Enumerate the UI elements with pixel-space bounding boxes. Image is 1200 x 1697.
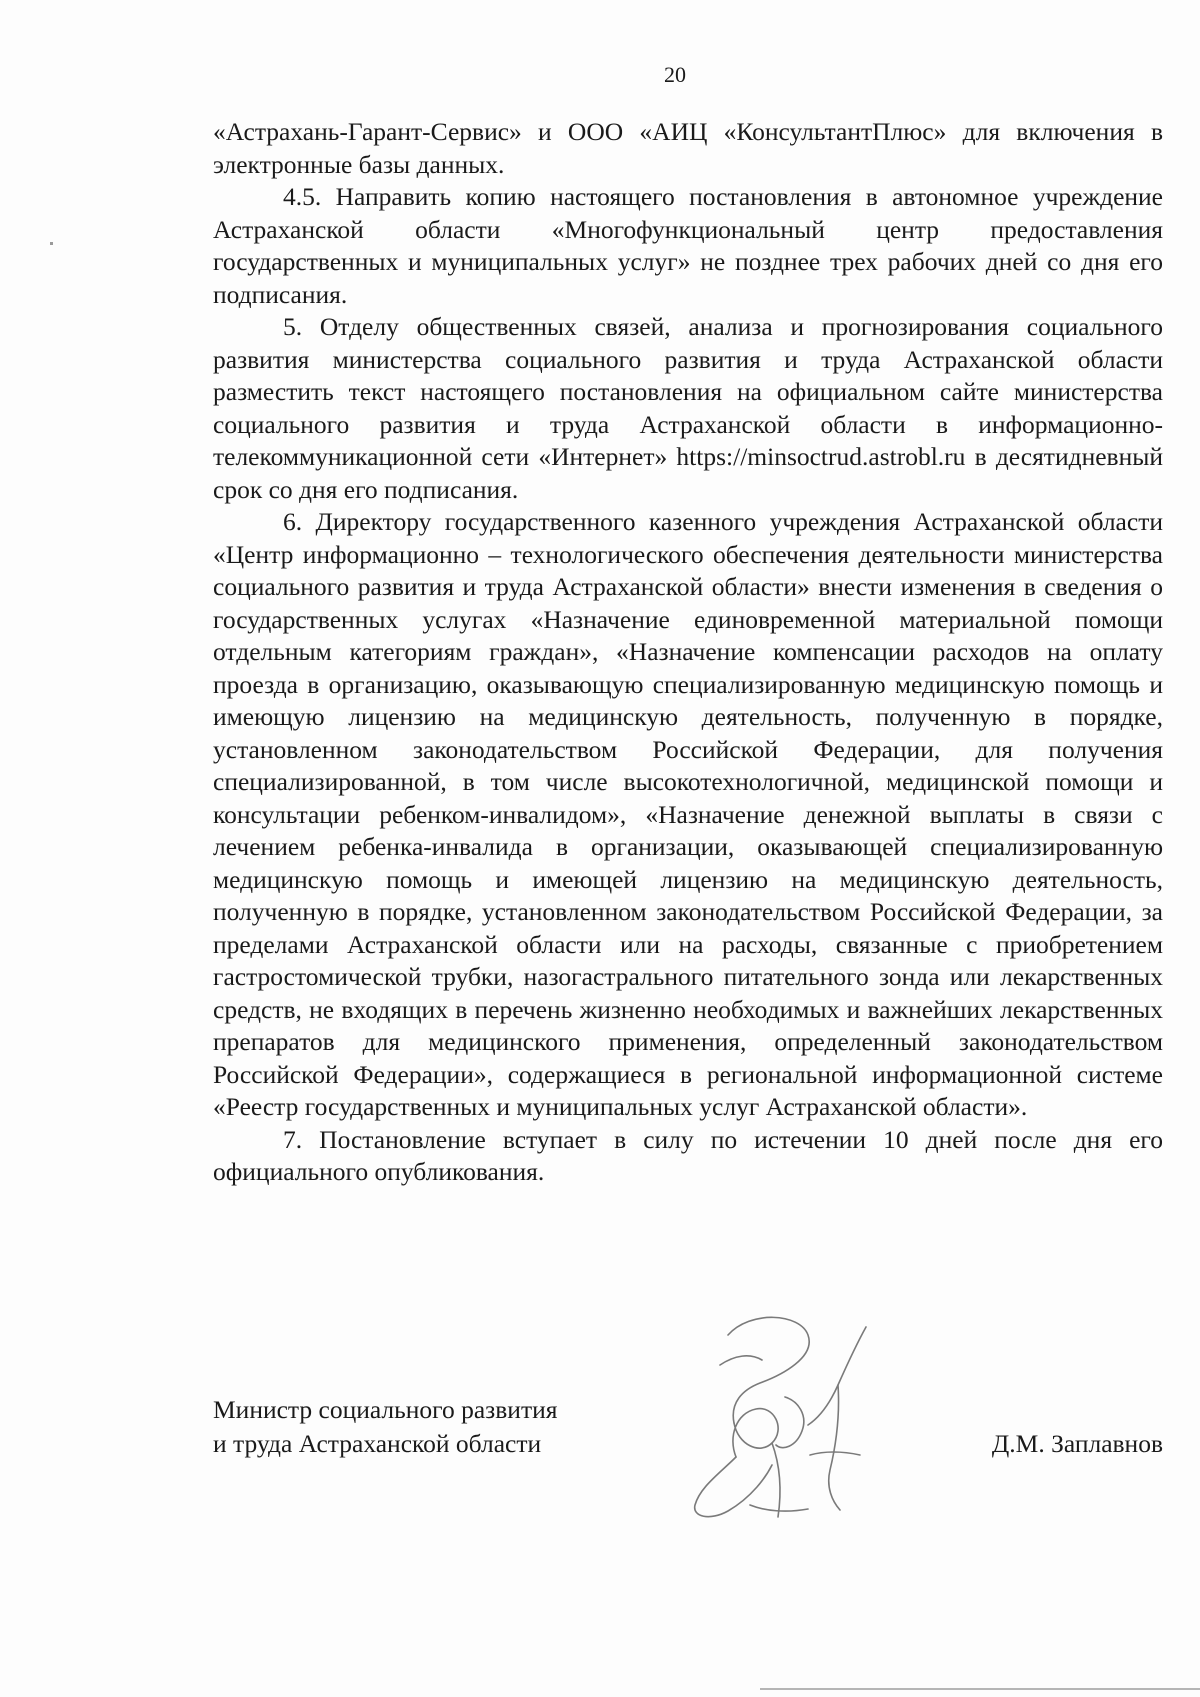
- scan-mark-bottom: [760, 1688, 1200, 1690]
- page-number: 20: [664, 62, 686, 87]
- scan-mark-left: [50, 242, 53, 245]
- document-body: [213, 116, 1163, 1189]
- signatory-position-line-2: и труда Астраханской области: [213, 1429, 542, 1458]
- paragraph-5: 5. Отделу общественных связей, анализа и прогнозирования социального развития министерства социального развития и труда Астраханской области разместить текст настоящего постановления на официальном сайте министерства социального развития и труда Астраханской области в информационно-телекоммуникационной сети «Интернет» https://minsoctrud.astrobl.ru в десятидневный срок со дня его подписания.: [213, 312, 1163, 504]
- signatory-position-line-1: Министр социального развития: [213, 1395, 558, 1424]
- paragraph-6: 6. Директору государственного казенного учреждения Астраханской области «Центр информационно – технологического обеспечения деятельности министерства социального развития и труда Астраханской области» внести изменения в сведения о государственных услугах «Назначение единовременной материальной помощи отдельным категориям граждан», «Назначение компенсации расходов на оплату проезда в организацию, оказывающую специализированную медицинскую помощь и имеющую лицензию на медицинскую деятельность, полученную в порядке, установленном законодательством Российской Федерации, для получения специализированной, в том числе высокотехнологичной, медицинской помощи и консультации ребенком-инвалидом», «Назначение денежной выплаты в связи с лечением ребенка-инвалида в организации, оказывающей специализированную медицинскую помощь и имеющей лицензию на медицинскую деятельность, полученную в порядке, установленном законодательством Российской Федерации, за пределами Астраханской области или на расходы, связанные с приобретением гастростомической трубки, назогастрального питательного зонда или лекарственных средств, не входящих в перечень жизненно необходимых и важнейших лекарственных препаратов для медицинского применения, определенный законодательством Российской Федерации», содержащиеся в региональной информационной системе «Реестр государственных и муниципальных услуг Астраханской области».: [213, 507, 1163, 1121]
- paragraph-4-5: 4.5. Направить копию настоящего постановления в автономное учреждение Астраханской области «Многофункциональный центр предоставления государственных и муниципальных услуг» не позднее трех рабочих дней со дня его подписания.: [213, 182, 1163, 309]
- signatory-position: [213, 1393, 693, 1461]
- paragraph-continuation: «Астрахань-Гарант-Сервис» и ООО «АИЦ «КонсультантПлюс» для включения в электронные базы данных.: [213, 117, 1163, 179]
- paragraph-7: 7. Постановление вступает в силу по истечении 10 дней после дня его официального опубликования.: [213, 1124, 1163, 1186]
- signature-block: [213, 1393, 1163, 1513]
- signatory-name: Д.М. Заплавнов: [991, 1429, 1163, 1458]
